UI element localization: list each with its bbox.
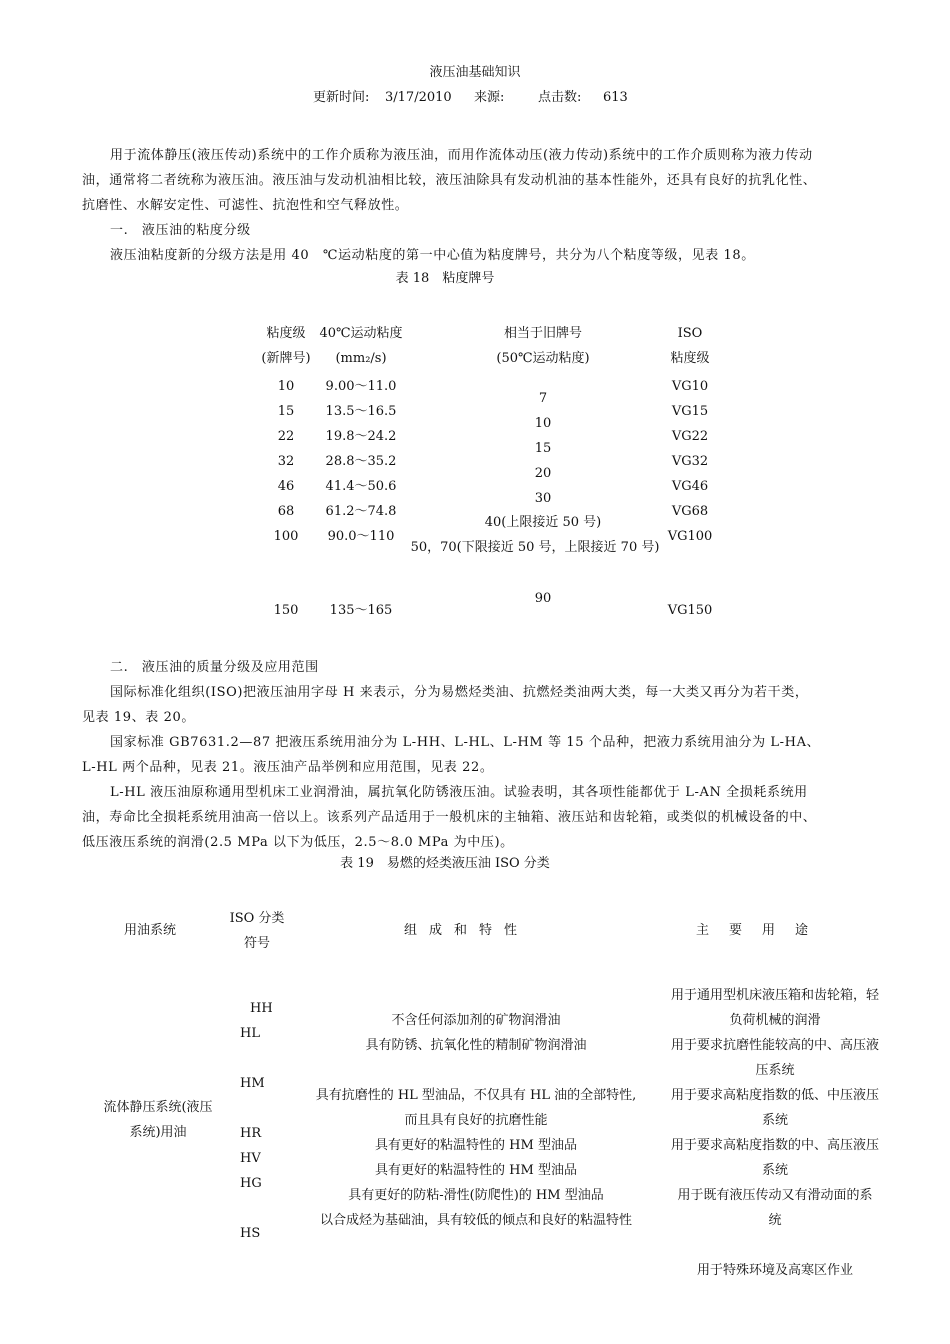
section2-paragraph-2: 国家标准 GB7631.2—87 把液压系统用油分为 L-HH、L-HL、L-HM 等 15 个品种，把液力系统用油分为 L-HA、L-HL 两个品种，见表 21。液压油产品举例和应用范围，见表 22。 — [82, 735, 821, 775]
section1-paragraph: 液压油粘度新的分级方法是用 40 ℃运动粘度的第一中心值为粘度牌号，共分为八个粘度等级，见表 18。 — [110, 248, 755, 263]
t18-old-grade: 15 — [534, 441, 552, 456]
t19-header-iso-2: 符号 — [243, 936, 270, 951]
t19-composition: 具有更好的粘温特性的 HM 型油品 — [375, 1163, 577, 1178]
t18-iso-grade: VG10 — [671, 379, 709, 394]
page-title: 液压油基础知识 — [429, 65, 521, 80]
t19-header-composition: 组成和特性 — [404, 923, 530, 938]
t18-viscosity: 9.00～11.0 — [325, 379, 397, 394]
intro-paragraph: 用于流体静压(液压传动)系统中的工作介质称为液压油，而用作流体动压(液力传动)系统中的工作介质则称为液力传动油，通常将二者统称为液压油。液压油与发动机油相比较，液压油除具有发动机油的基本性能外，还具有良好的抗乳化性、抗磨性、水解安定性、可滤性、抗泡性和空气释放性。 — [82, 148, 817, 213]
section2-heading: 二. 液压油的质量分级及应用范围 — [110, 660, 319, 675]
t19-usage: 压系统 — [755, 1063, 795, 1078]
t18-grade: 150 — [273, 603, 299, 618]
t19-symbol: HV — [240, 1151, 261, 1166]
t18-header-old-2: (50℃运动粘度) — [496, 351, 590, 366]
t19-composition: 以合成烃为基础油，具有较低的倾点和良好的粘温特性 — [319, 1213, 632, 1228]
t18-grade: 100 — [273, 529, 299, 544]
table19-caption: 表 19 易燃的烃类液压油 ISO 分类 — [340, 856, 550, 871]
t18-header-grade-1: 粘度级 — [266, 326, 306, 341]
t19-composition: 具有更好的防粘-滑性(防爬性)的 HM 型油品 — [348, 1188, 604, 1203]
t19-symbol: HS — [240, 1226, 261, 1241]
t18-grade: 10 — [277, 379, 295, 394]
t19-system-line: 系统)用油 — [129, 1125, 187, 1140]
t19-composition: 具有抗磨性的 HL 型油品，不仅具有 HL 油的全部特性, — [315, 1088, 637, 1103]
t18-viscosity: 135～165 — [329, 603, 393, 618]
updated-label: 更新时间: — [313, 90, 370, 105]
t19-symbol: HG — [240, 1176, 262, 1191]
t18-iso-grade: VG150 — [667, 603, 713, 618]
t19-composition: 具有更好的粘温特性的 HM 型油品 — [375, 1138, 577, 1153]
t18-header-old-1: 相当于旧牌号 — [503, 326, 582, 341]
t18-old-grade: 50，70(下限接近 50 号，上限接近 70 号) — [410, 540, 660, 555]
section1-heading: 一. 液压油的粘度分级 — [110, 223, 251, 238]
t19-usage: 统 — [768, 1213, 782, 1228]
updated-value: 3/17/2010 — [385, 90, 452, 105]
t19-composition: 具有防锈、抗氧化性的精制矿物润滑油 — [365, 1038, 587, 1053]
t18-header-visc-2: (mm₂/s) — [335, 351, 387, 366]
clicks-label: 点击数: — [538, 90, 582, 105]
t18-viscosity: 90.0～110 — [327, 529, 395, 544]
t18-old-grade: 7 — [538, 391, 548, 406]
t19-usage: 用于通用型机床液压箱和齿轮箱，轻 — [670, 988, 879, 1003]
t18-viscosity: 28.8～35.2 — [325, 454, 397, 469]
clicks-value: 613 — [603, 90, 628, 105]
t18-viscosity: 61.2～74.8 — [325, 504, 397, 519]
t19-symbol: HH — [250, 1001, 273, 1016]
t18-old-grade: 40(上限接近 50 号) — [484, 515, 602, 530]
intro-block — [82, 143, 822, 268]
t18-viscosity: 13.5～16.5 — [325, 404, 397, 419]
t18-grade: 22 — [277, 429, 295, 444]
t18-iso-grade: VG100 — [667, 529, 713, 544]
t18-grade: 15 — [277, 404, 295, 419]
t18-viscosity: 41.4～50.6 — [325, 479, 397, 494]
t19-usage: 用于要求高粘度指数的中、高压液压 — [670, 1138, 879, 1153]
t18-header-iso-2: 粘度级 — [670, 351, 710, 366]
t18-grade: 68 — [277, 504, 295, 519]
t18-header-grade-2: (新牌号) — [261, 351, 311, 366]
t19-header-system: 用油系统 — [123, 923, 176, 938]
t18-grade: 46 — [277, 479, 295, 494]
t19-header-iso-1: ISO 分类 — [229, 911, 285, 926]
t18-iso-grade: VG22 — [671, 429, 709, 444]
t18-iso-grade: VG68 — [671, 504, 709, 519]
t19-system-line: 流体静压系统(液压 — [103, 1100, 213, 1115]
t18-iso-grade: VG32 — [671, 454, 709, 469]
t19-usage: 系统 — [761, 1113, 788, 1128]
t18-iso-grade: VG15 — [671, 404, 709, 419]
t19-usage: 负荷机械的润滑 — [729, 1013, 821, 1028]
t19-composition: 而且具有良好的抗磨性能 — [404, 1113, 548, 1128]
t18-old-grade: 90 — [534, 591, 552, 606]
t19-usage: 用于既有液压传动又有滑动面的系 — [677, 1188, 873, 1203]
t19-symbol: HL — [240, 1026, 260, 1041]
t18-grade: 32 — [277, 454, 295, 469]
source-label: 来源: — [474, 90, 505, 105]
t19-usage: 系统 — [761, 1163, 788, 1178]
t19-symbol: HR — [240, 1126, 262, 1141]
t19-symbol: HM — [240, 1076, 265, 1091]
section2-paragraph-1: 国际标准化组织(ISO)把液压油用字母 H 来表示，分为易燃烃类油、抗燃烃类油两大类，每一大类又再分为若干类，见表 19、表 20。 — [82, 685, 809, 725]
t18-viscosity: 19.8～24.2 — [325, 429, 397, 444]
t18-old-grade: 30 — [534, 491, 552, 506]
t19-usage: 用于要求高粘度指数的低、中压液压 — [670, 1088, 879, 1103]
t18-iso-grade: VG46 — [671, 479, 709, 494]
t18-header-iso-1: ISO — [677, 326, 703, 341]
section2-paragraph-3: L-HL 液压油原称通用型机床工业润滑油，属抗氧化防锈液压油。试验表明，其各项性能都优于 L-AN 全损耗系统用油，寿命比全损耗系统用油高一倍以上。该系列产品适用于一般机床的主轴箱、液压站和齿轮箱，或类似的机械设备的中、低压液压系统的润滑(2.5 MPa 以下为低压，2.5～8.0 MPa 为中压)。 — [82, 785, 817, 850]
t19-composition: 不含任何添加剂的矿物润滑油 — [391, 1013, 561, 1028]
t19-header-usage: 主要用途 — [696, 923, 829, 938]
t19-usage: 用于要求抗磨性能较高的中、高压液 — [670, 1038, 879, 1053]
section2-block — [82, 655, 822, 855]
t18-old-grade: 20 — [534, 466, 552, 481]
t18-old-grade: 10 — [534, 416, 552, 431]
t19-usage: 用于特殊环境及高寒区作业 — [696, 1263, 853, 1278]
t18-header-visc-1: 40℃运动粘度 — [319, 326, 403, 341]
table18-caption: 表 18 粘度牌号 — [395, 271, 495, 286]
